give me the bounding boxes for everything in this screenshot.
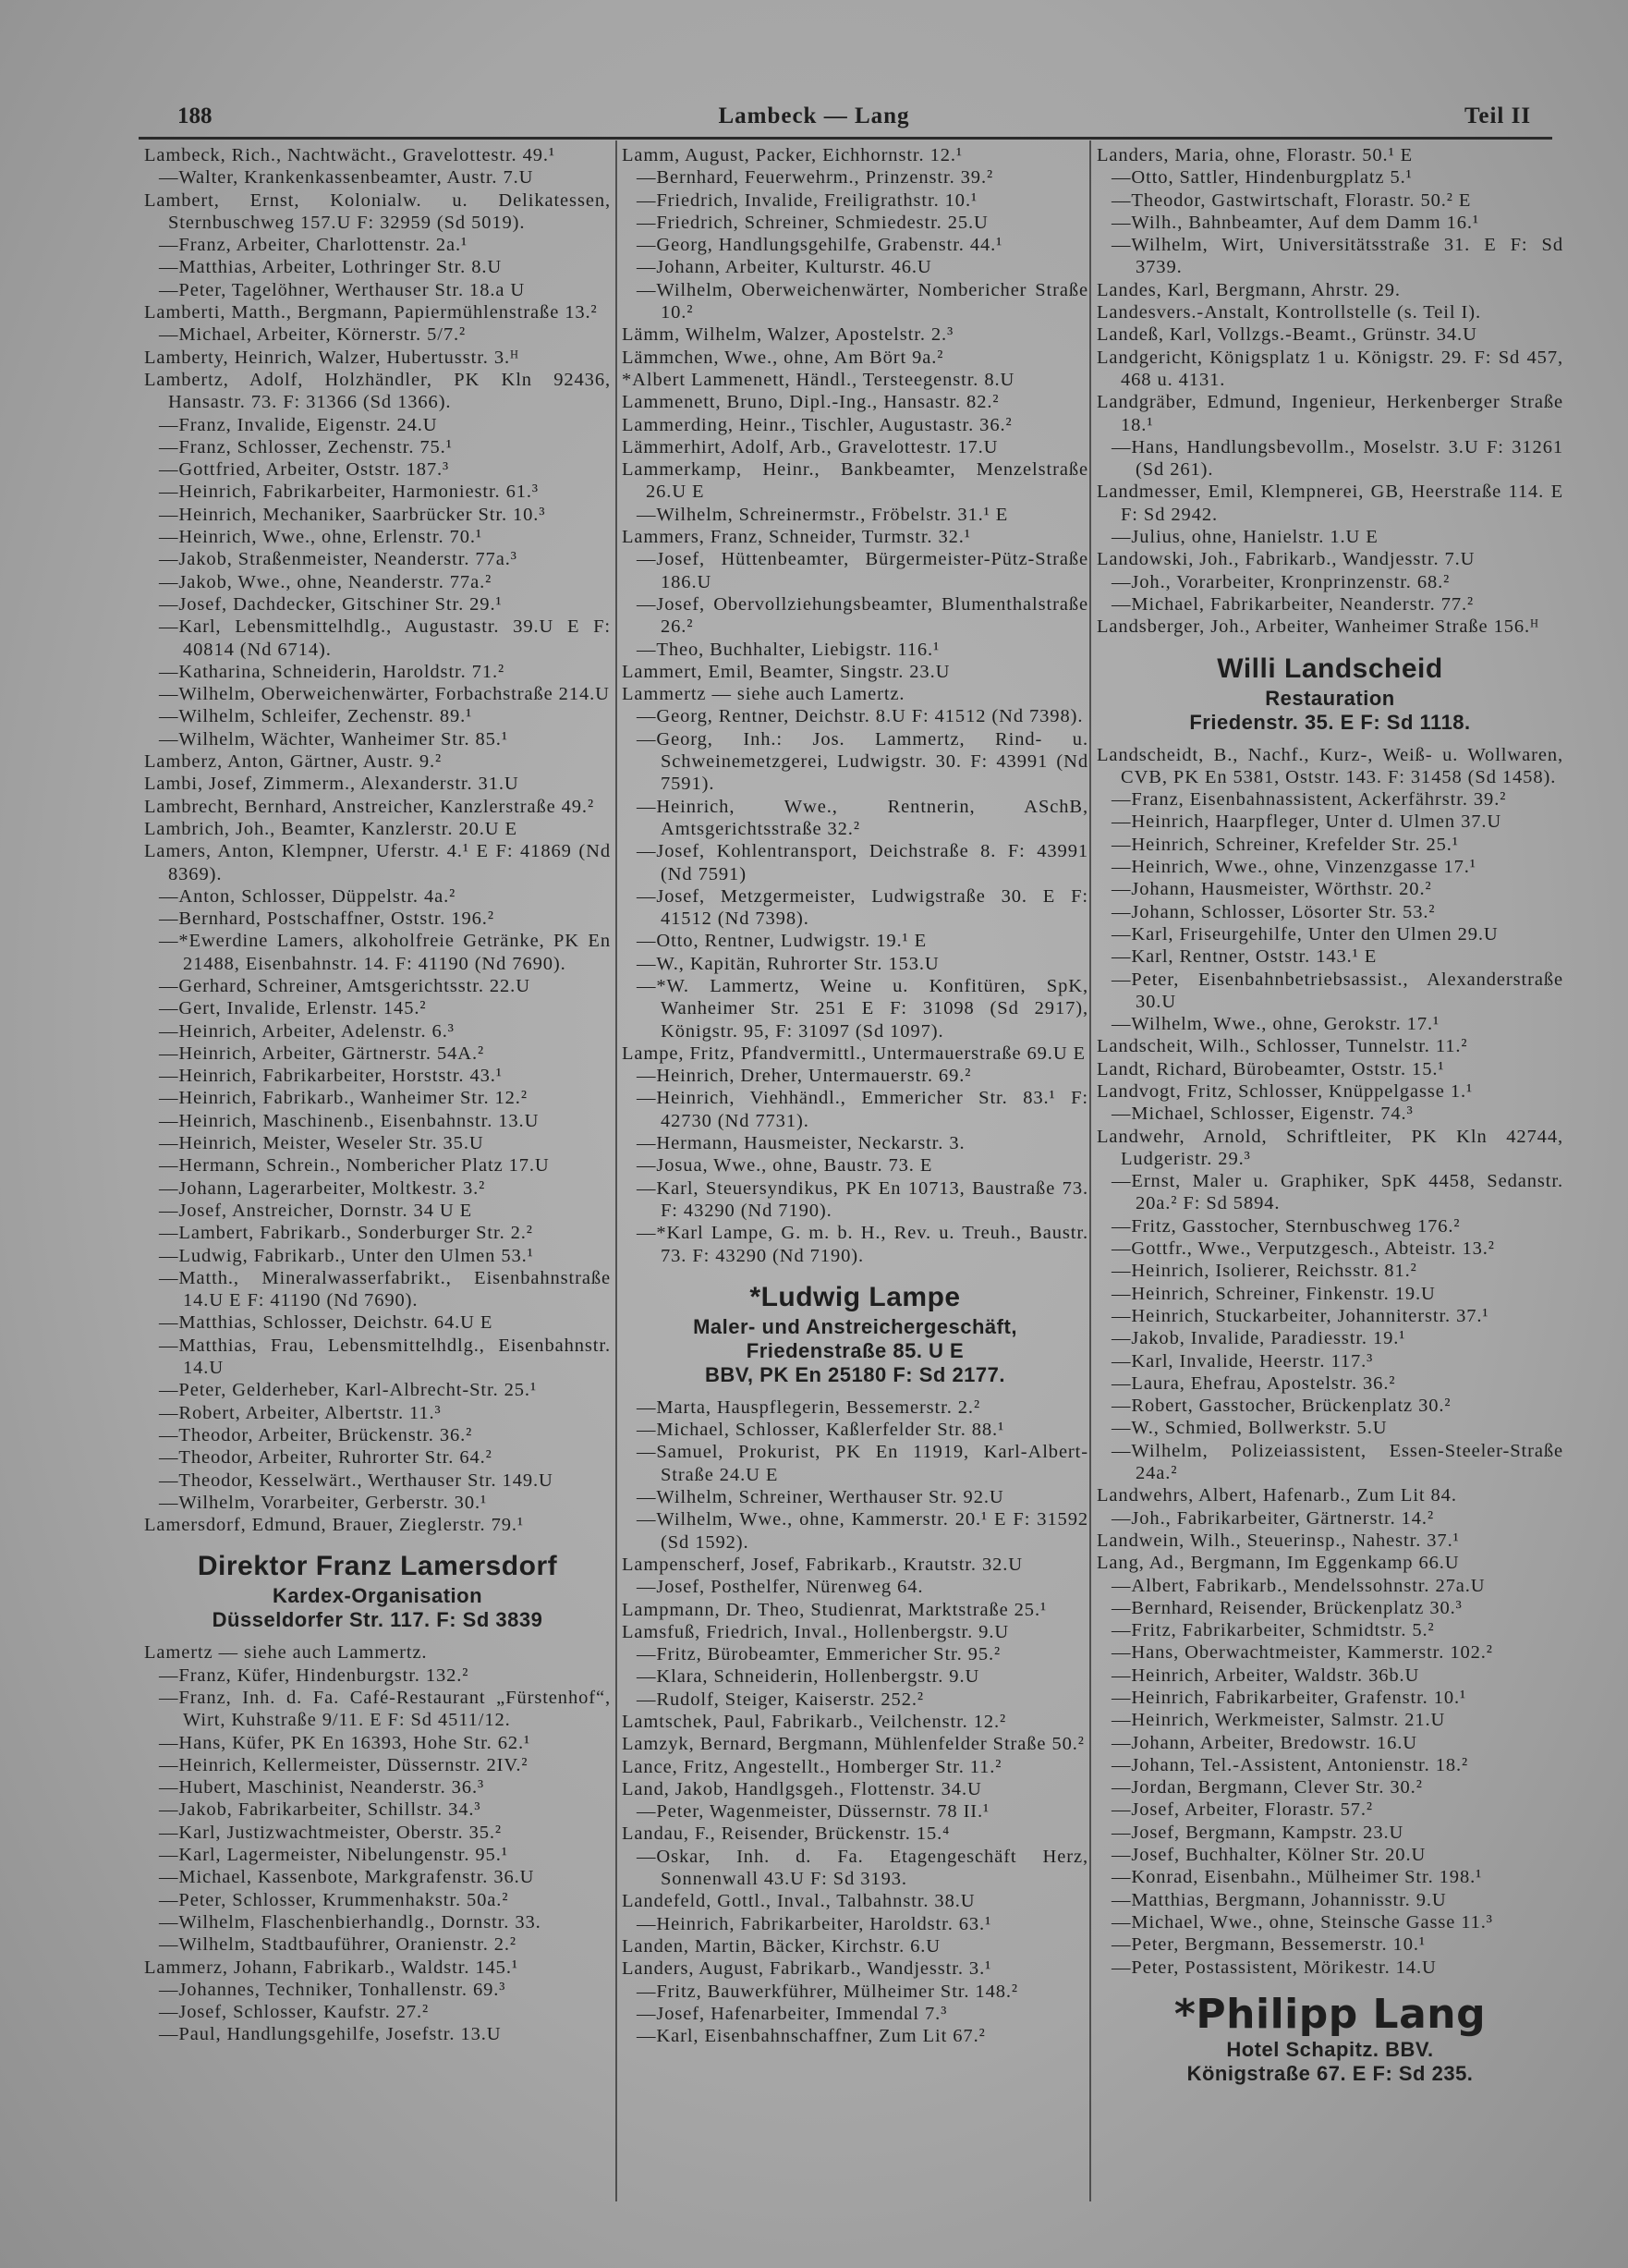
directory-entry: Landgräber, Edmund, Ingenieur, Herkenberger Straße 18.¹	[1097, 392, 1563, 435]
directory-entry: —Johann, Tel.-Assistent, Antonienstr. 18.²	[1112, 1754, 1469, 1775]
directory-entry: —Konrad, Eisenbahn., Mülheimer Str. 198.¹	[1112, 1867, 1483, 1888]
directory-entry: Lambertz, Adolf, Holzhändler, PK Kln 92436, Hansastr. 73. F: 31366 (Sd 1366).	[144, 369, 611, 413]
directory-entry: Lamberz, Anton, Gärtner, Austr. 9.²	[144, 751, 443, 773]
directory-entry: Lamsfuß, Friedrich, Inval., Hollenbergstr. 9.U	[622, 1621, 1010, 1642]
directory-entry: —Matthias, Frau, Lebensmittelhdlg., Eisenbahnstr. 14.U	[159, 1335, 611, 1379]
directory-entry: —Michael, Arbeiter, Körnerstr. 5/7.²	[159, 324, 467, 346]
directory-entry: —Heinrich, Viehhändl., Emmericher Str. 83.¹ F: 42730 (Nd 7731).	[637, 1088, 1088, 1131]
directory-entry: —Marta, Hauspflegerin, Bessemerstr. 2.²	[637, 1396, 981, 1418]
directory-entry: —Heinrich, Schreiner, Krefelder Str. 25.¹	[1112, 834, 1459, 855]
directory-entry: —Gottfried, Arbeiter, Oststr. 187.³	[159, 459, 450, 481]
directory-entry: —Albert, Fabrikarb., Mendelssohnstr. 27a.U	[1112, 1575, 1486, 1596]
directory-entry: —Wilhelm, Wirt, Universitätsstraße 31. E F: Sd 3739.	[1112, 235, 1563, 278]
directory-entry: —Hans, Handlungsbevollm., Moselstr. 3.U F: 31261 (Sd 261).	[1112, 436, 1563, 481]
advertisement-line: Königstraße 67. E F: Sd 235.	[1186, 2061, 1474, 2085]
directory-entry: —Johann, Hausmeister, Wörthstr. 20.²	[1112, 879, 1432, 900]
directory-entry: —Ernst, Maler u. Graphiker, SpK 4458, Sedanstr. 20a.² F: Sd 5894.	[1112, 1171, 1563, 1214]
directory-entry: Lämmerhirt, Adolf, Arb., Gravelottestr. 17.U	[622, 436, 999, 457]
directory-entry: —Matth., Mineralwasserfabrikt., Eisenbahnstraße 14.U E F: 41190 (Nd 7690).	[159, 1267, 611, 1311]
directory-entry: —Heinrich, Meister, Weseler Str. 35.U	[159, 1133, 484, 1154]
directory-entry: —Jakob, Invalide, Paradiesstr. 19.¹	[1112, 1328, 1406, 1349]
advertisement-line: Düsseldorfer Str. 117. F: Sd 3839	[212, 1608, 543, 1632]
directory-entry: —Heinrich, Fabrikarbeiter, Haroldstr. 63.¹	[637, 1913, 992, 1934]
directory-entry: —Joh., Vorarbeiter, Kronprinzenstr. 68.²	[1112, 571, 1451, 592]
directory-entry: Lamertz — siehe auch Lammertz.	[144, 1642, 428, 1664]
directory-entry: Landeß, Karl, Vollzgs.-Beamt., Grünstr. 34.U	[1097, 324, 1477, 346]
advertisement-title: *Ludwig Lampe	[749, 1281, 961, 1312]
advertisement-line: Friedenstraße 85. U E	[746, 1338, 965, 1362]
directory-entry: —Hans, Küfer, PK En 16393, Hohe Str. 62.¹	[159, 1732, 531, 1753]
directory-entry: —Karl, Lagermeister, Nibelungenstr. 95.¹	[159, 1845, 508, 1866]
directory-entry: Lang, Ad., Bergmann, Im Eggenkamp 66.U	[1097, 1553, 1460, 1574]
directory-entry: —Wilhelm, Wwe., ohne, Kammerstr. 20.¹ E F: 31592 (Sd 1592).	[637, 1509, 1088, 1553]
directory-entry: —Johann, Schlosser, Lösorter Str. 53.²	[1112, 901, 1436, 922]
directory-entry: —Rudolf, Steiger, Kaiserstr. 252.²	[637, 1689, 924, 1710]
directory-entry: —Heinrich, Kellermeister, Düssernstr. 2IV.²	[159, 1754, 528, 1775]
directory-entry: —Johann, Arbeiter, Bredowstr. 16.U	[1112, 1732, 1417, 1753]
directory-entry: —Karl, Lebensmittelhdlg., Augustastr. 39.U E F: 40814 (Nd 6714).	[159, 616, 611, 660]
directory-entry: —Gert, Invalide, Erlenstr. 145.²	[159, 998, 427, 1019]
advertisement-line: BBV, PK En 25180 F: Sd 2177.	[705, 1362, 1005, 1386]
directory-entry: —Wilh., Bahnbeamter, Auf dem Damm 16.¹	[1112, 212, 1479, 233]
directory-entry: Landsberger, Joh., Arbeiter, Wanheimer Straße 156.ᴴ	[1097, 616, 1539, 638]
advertisement-title: Direktor Franz Lamersdorf	[197, 1551, 558, 1582]
directory-entry: —Josef, Obervollziehungsbeamter, Blumenthalstraße 26.²	[637, 593, 1088, 638]
directory-entry: —Franz, Arbeiter, Charlottenstr. 2a.¹	[159, 235, 468, 256]
directory-entry: Landes, Karl, Bergmann, Ahrstr. 29.	[1097, 279, 1401, 300]
advertisement-line: Friedenstr. 35. E F: Sd 1118.	[1189, 710, 1471, 734]
directory-entry: Lamm, August, Packer, Eichhornstr. 12.¹	[622, 145, 963, 165]
directory-entry: —Fritz, Gasstocher, Sternbuschweg 176.²	[1112, 1215, 1461, 1237]
directory-entry: —Ludwig, Fabrikarb., Unter den Ulmen 53.¹	[159, 1245, 534, 1266]
directory-entry: —Bernhard, Feuerwehrm., Prinzenstr. 39.²	[637, 167, 994, 189]
directory-entry: Lampmann, Dr. Theo, Studienrat, Marktstraße 25.¹	[622, 1599, 1048, 1620]
advertisement-block	[144, 1549, 611, 1632]
directory-entry: —Josef, Metzgermeister, Ludwigstraße 30. E F: 41512 (Nd 7398).	[637, 885, 1088, 930]
directory-entry: —Theodor, Arbeiter, Brückenstr. 36.²	[159, 1424, 473, 1445]
directory-entry: —Fritz, Bürobeamter, Emmericher Str. 95.²	[637, 1644, 1002, 1665]
directory-entry: Landscheit, Wilh., Schlosser, Tunnelstr. 11.²	[1097, 1036, 1468, 1057]
directory-entry: —Karl, Eisenbahnschaffner, Zum Lit 67.²	[637, 2026, 986, 2047]
directory-entry: —Lambert, Fabrikarb., Sonderburger Str. 2.²	[159, 1223, 533, 1244]
directory-entry: —Peter, Wagenmeister, Düssernstr. 78 II.¹	[637, 1801, 990, 1823]
directory-entry: —Heinrich, Wwe., ohne, Erlenstr. 70.¹	[159, 527, 482, 548]
directory-entry: Lampenscherf, Josef, Fabrikarb., Krautstr. 32.U	[622, 1554, 1023, 1575]
directory-entry: —Josef, Anstreicher, Dornstr. 34 U E	[159, 1200, 473, 1221]
advertisement-title: Willi Landscheid	[1217, 652, 1443, 684]
directory-entry: —Josef, Arbeiter, Florastr. 57.²	[1112, 1799, 1373, 1821]
directory-entry: —Josef, Kohlentransport, Deichstraße 8. F: 43991 (Nd 7591)	[637, 841, 1088, 884]
directory-entry: Lammers, Franz, Schneider, Turmstr. 32.¹	[622, 527, 971, 548]
directory-entry: —Wilhelm, Oberweichenwärter, Forbachstraße 214.U	[159, 684, 610, 705]
directory-column-2	[622, 144, 1088, 2047]
directory-entry: —Theo, Buchhalter, Liebigstr. 116.¹	[637, 639, 941, 660]
page-number: 188	[177, 104, 213, 128]
directory-entry: —Bernhard, Reisender, Brückenplatz 30.³	[1112, 1597, 1463, 1618]
directory-entry: —Robert, Gasstocher, Brückenplatz 30.²	[1112, 1396, 1452, 1417]
directory-entry: —Gerhard, Schreiner, Amtsgerichtsstr. 22.U	[159, 975, 530, 996]
directory-entry: —Gottfr., Wwe., Verputzgesch., Abteistr. 13.²	[1112, 1238, 1495, 1260]
directory-entry: Lampe, Fritz, Pfandvermittl., Untermauerstraße 69.U E	[622, 1043, 1086, 1064]
directory-entry: —Wilhelm, Schleifer, Zechenstr. 89.¹	[159, 706, 473, 727]
advertisement-block	[1097, 1992, 1563, 2086]
directory-entry: —Karl, Steuersyndikus, PK En 10713, Baustraße 73. F: 43290 (Nd 7190).	[637, 1177, 1088, 1221]
directory-entry: Lambeck, Rich., Nachtwächt., Gravelottestr. 49.¹	[144, 145, 555, 165]
directory-entry: *Albert Lammenett, Händl., Tersteegenstr. 8.U	[622, 369, 1015, 390]
directory-entry: Lammerz, Johann, Fabrikarb., Waldstr. 145.¹	[144, 1957, 518, 1978]
column-divider	[1089, 140, 1091, 2201]
directory-entry: —Karl, Friseurgehilfe, Unter den Ulmen 29.U	[1112, 923, 1499, 945]
directory-entry: —*W. Lammertz, Weine u. Konfitüren, SpK, Wanheimer Str. 251 E F: 31098 (Sd 2917), Königstr. 95, F: 31097 (Sd 1097).	[637, 975, 1088, 1042]
directory-entry: —Fritz, Fabrikarbeiter, Schmidtstr. 5.²	[1112, 1620, 1435, 1641]
directory-entry: —Oskar, Inh. d. Fa. Etagengeschäft Herz, Sonnenwall 43.U F: Sd 3193.	[637, 1846, 1088, 1890]
directory-entry: Lammenett, Bruno, Dipl.-Ing., Hansastr. 82.²	[622, 392, 1000, 413]
directory-entry: Landau, F., Reisender, Brückenstr. 15.⁴	[622, 1823, 951, 1845]
directory-entry: —Josef, Posthelfer, Nürenweg 64.	[637, 1577, 924, 1598]
directory-entry: —Johann, Arbeiter, Kulturstr. 46.U	[637, 257, 932, 278]
directory-entry: Lamersdorf, Edmund, Brauer, Zieglerstr. 79.¹	[144, 1515, 524, 1536]
directory-entry: Lämmchen, Wwe., ohne, Am Bört 9a.²	[622, 347, 944, 368]
directory-entry: Lammerkamp, Heinr., Bankbeamter, Menzelstraße 26.U E	[622, 459, 1088, 503]
directory-entry: —Klara, Schneiderin, Hollenbergstr. 9.U	[637, 1666, 980, 1688]
directory-entry: —Theodor, Kesselwärt., Werthauser Str. 149.U	[159, 1469, 553, 1491]
directory-entry: Lambi, Josef, Zimmerm., Alexanderstr. 31.U	[144, 774, 519, 795]
directory-entry: —Josef, Schlosser, Kaufstr. 27.²	[159, 2002, 430, 2023]
directory-entry: —Hermann, Hausmeister, Neckarstr. 3.	[637, 1133, 966, 1154]
directory-entry: —Heinrich, Werkmeister, Salmstr. 21.U	[1112, 1710, 1446, 1731]
directory-entry: Lamberty, Heinrich, Walzer, Hubertusstr. 3.ᴴ	[144, 347, 519, 368]
directory-entry: —Wilhelm, Flaschenbierhandlg., Dornstr. 33.	[159, 1911, 541, 1933]
directory-entry: —Josef, Bergmann, Kampstr. 23.U	[1112, 1822, 1404, 1843]
advertisement-block	[622, 1280, 1088, 1387]
directory-entry: Lamtschek, Paul, Fabrikarb., Veilchenstr. 12.²	[622, 1712, 1007, 1732]
directory-column-1	[144, 144, 611, 2046]
directory-entry: Landwehrs, Albert, Hafenarb., Zum Lit 84.	[1097, 1485, 1457, 1506]
directory-entry: —Karl, Rentner, Oststr. 143.¹ E	[1112, 946, 1378, 968]
directory-entry: Lamzyk, Bernard, Bergmann, Mühlenfelder Straße 50.²	[622, 1734, 1085, 1755]
directory-entry: —Georg, Inh.: Jos. Lammertz, Rind- u. Schweinemetzgerei, Ludwigstr. 30. F: 43991 (Nd 7591).	[637, 728, 1088, 795]
directory-entry: —Heinrich, Arbeiter, Gärtnerstr. 54A.²	[159, 1043, 485, 1064]
directory-entry: —Matthias, Bergmann, Johannisstr. 9.U	[1112, 1889, 1447, 1910]
directory-entry: —Wilhelm, Oberweichenwärter, Nombericher Straße 10.²	[637, 279, 1088, 323]
directory-entry: —Franz, Inh. d. Fa. Café-Restaurant „Fürstenhof“, Wirt, Kuhstraße 9/11. E F: Sd 4511/12.	[159, 1688, 611, 1731]
directory-entry: —Michael, Kassenbote, Markgrafenstr. 36.U	[159, 1867, 535, 1888]
advertisement-line: Restauration	[1265, 686, 1395, 710]
directory-entry: —Theodor, Gastwirtschaft, Florastr. 50.² E	[1112, 189, 1472, 211]
directory-entry: —Joh., Fabrikarbeiter, Gärtnerstr. 14.²	[1112, 1507, 1434, 1529]
directory-entry: Lammertz — siehe auch Lamertz.	[622, 684, 905, 705]
directory-entry: —Johann, Lagerarbeiter, Moltkestr. 3.²	[159, 1177, 486, 1199]
directory-entry: Landgericht, Königsplatz 1 u. Königstr. 29. F: Sd 457, 468 u. 4131.	[1097, 347, 1563, 390]
advertisement-block	[1097, 652, 1563, 735]
directory-entry: —Michael, Schlosser, Kaßlerfelder Str. 88.¹	[637, 1420, 1005, 1441]
directory-entry: —Robert, Arbeiter, Albertstr. 11.³	[159, 1402, 442, 1423]
directory-entry: —Josef, Buchhalter, Kölner Str. 20.U	[1112, 1845, 1427, 1866]
directory-entry: —Fritz, Bauwerkführer, Mülheimer Str. 148.²	[637, 1981, 1018, 2002]
directory-entry: —Heinrich, Wwe., Rentnerin, ASchB, Amtsgerichtsstraße 32.²	[637, 796, 1088, 839]
directory-entry: Landt, Richard, Bürobeamter, Oststr. 15.¹	[1097, 1058, 1445, 1079]
directory-entry: —Heinrich, Fabrikarbeiter, Grafenstr. 10.¹	[1112, 1688, 1467, 1708]
directory-entry: —Julius, ohne, Hanielstr. 1.U E	[1112, 527, 1379, 548]
directory-entry: Landvogt, Fritz, Schlosser, Knüppelgasse 1.¹	[1097, 1080, 1474, 1102]
directory-entry: Lambrich, Joh., Beamter, Kanzlerstr. 20.U E	[144, 818, 517, 839]
directory-entry: —Friedrich, Invalide, Freiligrathstr. 10.¹	[637, 189, 978, 211]
directory-entry: —Josef, Dachdecker, Gitschiner Str. 29.¹	[159, 593, 503, 615]
directory-entry: Lammert, Emil, Beamter, Singstr. 23.U	[622, 661, 951, 682]
directory-entry: —Georg, Handlungsgehilfe, Grabenstr. 44.¹	[637, 235, 1003, 256]
directory-entry: —Johannes, Techniker, Tonhallenstr. 69.³	[159, 1979, 506, 2000]
directory-entry: —Hubert, Maschinist, Neanderstr. 36.³	[159, 1777, 485, 1799]
advertisement-line: Maler- und Anstreichergeschäft,	[693, 1314, 1017, 1338]
directory-entry: —Peter, Tagelöhner, Werthauser Str. 18.a U	[159, 279, 526, 300]
directory-entry: —Wilhelm, Stadtbauführer, Oranienstr. 2.²	[159, 1934, 516, 1956]
directory-entry: —Wilhelm, Wächter, Wanheimer Str. 85.¹	[159, 728, 508, 750]
directory-entry: Landesvers.-Anstalt, Kontrollstelle (s. Teil I).	[1097, 302, 1481, 323]
directory-entry: —W., Schmied, Bollwerkstr. 5.U	[1112, 1418, 1388, 1439]
directory-entry: Land, Jakob, Handlgsgeh., Flottenstr. 34.U	[622, 1778, 982, 1799]
directory-entry: —Jordan, Bergmann, Clever Str. 30.²	[1112, 1777, 1423, 1799]
directory-entry: —Heinrich, Wwe., ohne, Vinzenzgasse 17.¹	[1112, 857, 1476, 878]
directory-entry: Landowski, Joh., Fabrikarb., Wandjesstr. 7.U	[1097, 549, 1476, 570]
directory-entry: Lämm, Wilhelm, Walzer, Apostelstr. 2.³	[622, 324, 954, 346]
directory-entry: Landen, Martin, Bäcker, Kirchstr. 6.U	[622, 1935, 942, 1957]
directory-entry: —Heinrich, Stuckarbeiter, Johanniterstr. 37.¹	[1112, 1305, 1489, 1326]
directory-entry: —Karl, Invalide, Heerstr. 117.³	[1112, 1350, 1374, 1372]
directory-entry: Landefeld, Gottl., Inval., Talbahnstr. 38.U	[622, 1891, 976, 1912]
directory-entry: —Hans, Oberwachtmeister, Kammerstr. 102.²	[1112, 1642, 1493, 1664]
directory-entry: —Jakob, Straßenmeister, Neanderstr. 77a.³	[159, 549, 517, 570]
directory-entry: Landers, Maria, ohne, Florastr. 50.¹ E	[1097, 145, 1414, 165]
directory-entry: —Heinrich, Arbeiter, Waldstr. 36b.U	[1112, 1664, 1420, 1686]
directory-entry: —Michael, Schlosser, Eigenstr. 74.³	[1112, 1104, 1414, 1125]
directory-entry: —Heinrich, Maschinenb., Eisenbahnstr. 13.U	[159, 1110, 540, 1131]
directory-entry: —Heinrich, Isolierer, Reichsstr. 81.²	[1112, 1261, 1417, 1282]
directory-entry: —Laura, Ehefrau, Apostelstr. 36.²	[1112, 1372, 1396, 1394]
directory-entry: Landmesser, Emil, Klempnerei, GB, Heerstraße 114. E F: Sd 2942.	[1097, 482, 1563, 525]
directory-entry: Lamers, Anton, Klempner, Uferstr. 4.¹ E F: 41869 (Nd 8369).	[144, 841, 611, 884]
directory-entry: —Friedrich, Schreiner, Schmiedestr. 25.U	[637, 212, 989, 233]
section-label: Teil II	[1464, 104, 1532, 128]
directory-entry: —Heinrich, Fabrikarb., Wanheimer Str. 12.²	[159, 1088, 528, 1109]
directory-entry: —Heinrich, Arbeiter, Adelenstr. 6.³	[159, 1020, 455, 1042]
directory-entry: —Wilhelm, Vorarbeiter, Gerberstr. 30.¹	[159, 1492, 488, 1513]
directory-entry: —Franz, Invalide, Eigenstr. 24.U	[159, 414, 438, 435]
directory-entry: —Georg, Rentner, Deichstr. 8.U F: 41512 (Nd 7398).	[637, 706, 1084, 727]
directory-entry: —Michael, Wwe., ohne, Steinsche Gasse 11.³	[1112, 1911, 1493, 1933]
directory-entry: —Matthias, Arbeiter, Lothringer Str. 8.U	[159, 257, 503, 278]
directory-entry: —Otto, Sattler, Hindenburgplatz 5.¹	[1112, 167, 1413, 189]
directory-entry: —Jakob, Wwe., ohne, Neanderstr. 77a.²	[159, 571, 492, 592]
directory-entry: Lance, Fritz, Angestellt., Homberger Str. 11.²	[622, 1756, 1002, 1777]
directory-entry: —Heinrich, Mechaniker, Saarbrücker Str. 10.³	[159, 504, 546, 525]
running-title: Lambeck — Lang	[718, 104, 910, 128]
directory-entry: —Heinrich, Haarpfleger, Unter d. Ulmen 37.U	[1112, 811, 1502, 833]
directory-entry: —Heinrich, Fabrikarbeiter, Harmoniestr. 61.³	[159, 482, 539, 503]
directory-entry: —Josua, Wwe., ohne, Baustr. 73. E	[637, 1155, 933, 1177]
directory-entry: Landscheidt, B., Nachf., Kurz-, Weiß- u. Wollwaren, CVB, PK En 5381, Oststr. 143. F: 31458 (Sd 1458).	[1097, 744, 1563, 787]
directory-entry: Landers, August, Fabrikarb., Wandjesstr. 3.¹	[622, 1958, 992, 1980]
advertisement-line: Kardex-Organisation	[272, 1584, 483, 1608]
directory-entry: —Heinrich, Dreher, Untermauerstr. 69.²	[637, 1066, 972, 1087]
directory-entry: —Heinrich, Fabrikarbeiter, Horststr. 43.¹	[159, 1066, 503, 1087]
directory-entry: —Paul, Handlungsgehilfe, Josefstr. 13.U	[159, 2024, 502, 2045]
directory-column-3	[1097, 144, 1563, 2095]
advertisement-line: Hotel Schapitz. BBV.	[1226, 2037, 1434, 2061]
directory-entry: —Josef, Hafenarbeiter, Immendal 7.³	[637, 2003, 948, 2024]
directory-entry: —Franz, Schlosser, Zechenstr. 75.¹	[159, 436, 453, 457]
directory-entry: —Peter, Eisenbahnbetriebsassist., Alexanderstraße 30.U	[1112, 969, 1563, 1012]
directory-entry: Landwehr, Arnold, Schriftleiter, PK Kln 42744, Ludgeristr. 29.³	[1097, 1126, 1563, 1169]
directory-entry: —Peter, Bergmann, Bessemerstr. 10.¹	[1112, 1934, 1426, 1956]
directory-entry: —*Ewerdine Lamers, alkoholfreie Getränke, PK En 21488, Eisenbahnstr. 14. F: 41190 (Nd 7690).	[159, 931, 611, 974]
directory-entry: —Heinrich, Schreiner, Finkenstr. 19.U	[1112, 1283, 1436, 1304]
directory-entry: —Hermann, Schrein., Nombericher Platz 17.U	[159, 1155, 550, 1177]
directory-entry: —*Karl Lampe, G. m. b. H., Rev. u. Treuh., Baustr. 73. F: 43290 (Nd 7190).	[637, 1223, 1088, 1266]
directory-entry: Landwein, Wilh., Steuerinsp., Nahestr. 37.¹	[1097, 1530, 1460, 1551]
directory-entry: —Samuel, Prokurist, PK En 11919, Karl-Albert-Straße 24.U E	[637, 1442, 1088, 1485]
directory-entry: Lambrecht, Bernhard, Anstreicher, Kanzlerstraße 49.²	[144, 796, 594, 817]
directory-entry: —Otto, Rentner, Ludwigstr. 19.¹ E	[637, 931, 928, 952]
directory-entry: —Franz, Eisenbahnassistent, Ackerfährstr. 39.²	[1112, 789, 1507, 811]
directory-entry: —Wilhelm, Polizeiassistent, Essen-Steeler-Straße 24a.²	[1112, 1440, 1563, 1484]
directory-entry: —Josef, Hüttenbeamter, Bürgermeister-Pütz-Straße 186.U	[637, 549, 1088, 592]
directory-entry: Lammerding, Heinr., Tischler, Augustastr. 36.²	[622, 414, 1013, 435]
directory-entry: —Wilhelm, Schreinermstr., Fröbelstr. 31.¹ E	[637, 504, 1009, 525]
directory-entry: —Wilhelm, Wwe., ohne, Gerokstr. 17.¹	[1112, 1014, 1440, 1035]
directory-entry: —Walter, Krankenkassenbeamter, Austr. 7.U	[159, 167, 534, 189]
directory-entry: —Peter, Gelderheber, Karl-Albrecht-Str. 25.¹	[159, 1380, 537, 1401]
header-rule	[139, 137, 1552, 140]
directory-entry: —Peter, Schlosser, Krummenhakstr. 50a.²	[159, 1889, 509, 1910]
directory-entry: —Peter, Postassistent, Mörikestr. 14.U	[1112, 1957, 1437, 1978]
directory-entry: —Matthias, Schlosser, Deichstr. 64.U E	[159, 1312, 493, 1334]
directory-entry: —Jakob, Fabrikarbeiter, Schillstr. 34.³	[159, 1799, 481, 1821]
directory-entry: Lambert, Ernst, Kolonialw. u. Delikatessen, Sternbuschweg 157.U F: 32959 (Sd 5019).	[144, 189, 611, 233]
directory-entry: —Anton, Schlosser, Düppelstr. 4a.²	[159, 885, 456, 907]
directory-entry: —Michael, Fabrikarbeiter, Neanderstr. 77.²	[1112, 593, 1475, 615]
column-divider	[615, 140, 617, 2201]
directory-entry: —Katharina, Schneiderin, Haroldstr. 71.²	[159, 661, 505, 682]
directory-entry: —Theodor, Arbeiter, Ruhrorter Str. 64.²	[159, 1447, 492, 1469]
advertisement-title: *Philipp Lang	[1173, 1990, 1487, 2038]
directory-entry: —Karl, Justizwachtmeister, Oberstr. 35.²	[159, 1822, 502, 1843]
directory-entry: —W., Kapitän, Ruhrorter Str. 153.U	[637, 953, 940, 974]
directory-entry: —Bernhard, Postschaffner, Oststr. 196.²	[159, 908, 494, 930]
directory-entry: —Wilhelm, Schreiner, Werthauser Str. 92.U	[637, 1487, 1004, 1508]
directory-entry: Lamberti, Matth., Bergmann, Papiermühlenstraße 13.²	[144, 302, 598, 323]
directory-entry: —Franz, Küfer, Hindenburgstr. 132.²	[159, 1664, 469, 1686]
